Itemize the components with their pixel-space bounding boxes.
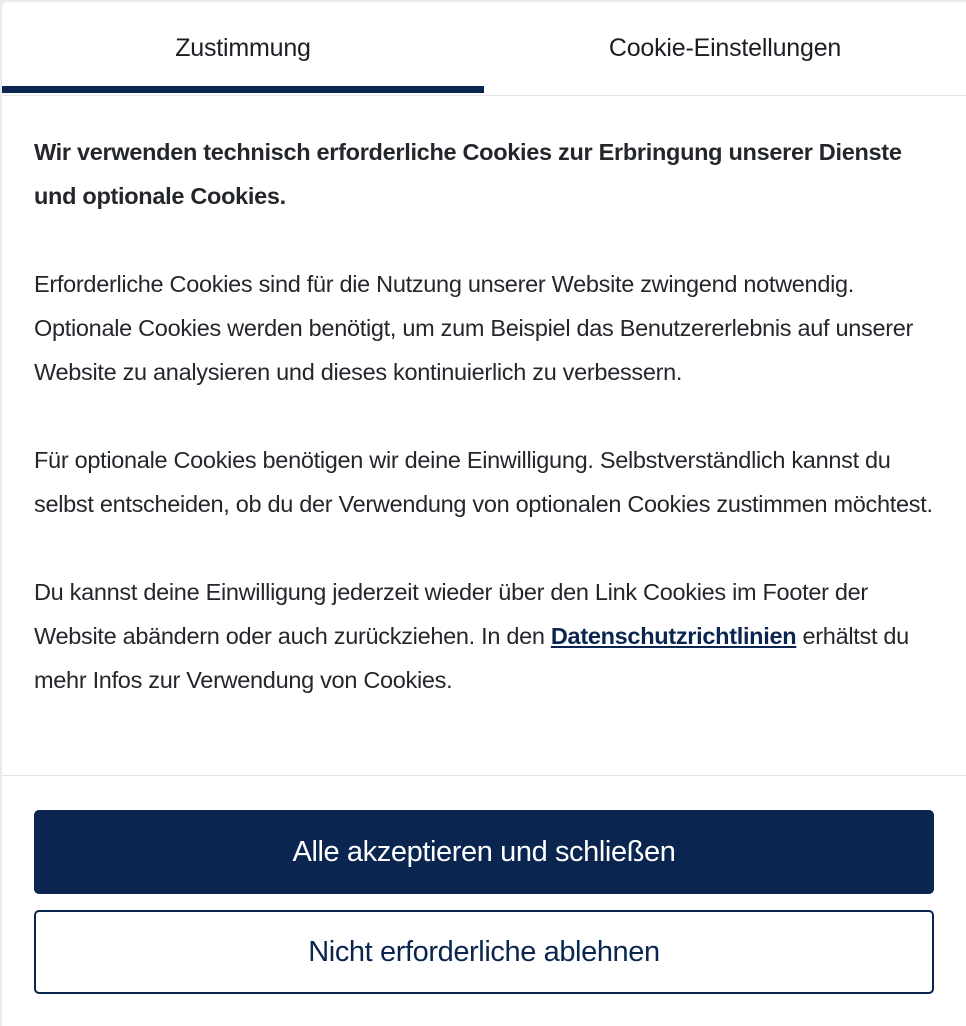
reject-optional-button-label: Nicht erforderliche ablehnen <box>308 935 660 968</box>
cookie-consent-dialog <box>2 2 966 1026</box>
consent-paragraph-optional: Für optionale Cookies benötigen wir deine Einwilligung. Selbstverständlich kannst du selbst entscheiden, ob du der Verwendung von optionalen Cookies zustimmen möchtest. <box>34 447 933 517</box>
footer-divider <box>2 775 966 776</box>
accept-all-button[interactable] <box>34 810 934 894</box>
reject-optional-button[interactable] <box>34 910 934 994</box>
consent-paragraph-required: Erforderliche Cookies sind für die Nutzung unserer Website zwingend notwendig. Optionale Cookies werden benötigt, um zum Beispiel das Benutzererlebnis auf unserer Website zu analysieren und dieses kontinuierlich zu verbessern. <box>34 271 914 385</box>
privacy-policy-link[interactable]: Datenschutzrichtlinien <box>550 623 797 649</box>
consent-text <box>34 130 934 746</box>
tab-cookie-einstellungen-label: Cookie-Einstellungen <box>608 33 842 62</box>
consent-paragraph-revoke-before: Du kannst deine Einwilligung jederzeit wieder über den Link Cookies im Footer der Website abändern oder auch zurückziehen. In den <box>34 579 868 649</box>
tab-cookie-einstellungen[interactable] <box>484 2 966 96</box>
tab-bar <box>2 2 966 96</box>
consent-paragraph-revoke-after: erhältst du mehr Infos zur Verwendung von Cookies. <box>34 623 909 693</box>
consent-paragraph-revoke <box>34 570 934 702</box>
accept-all-button-label: Alle akzeptieren und schließen <box>292 835 676 868</box>
tab-zustimmung-label: Zustimmung <box>175 33 311 62</box>
active-tab-indicator <box>2 86 484 93</box>
consent-lead: Wir verwenden technisch erforderliche Cookies zur Erbringung unserer Dienste und optionale Cookies. <box>34 139 902 209</box>
tab-zustimmung[interactable] <box>2 2 484 96</box>
